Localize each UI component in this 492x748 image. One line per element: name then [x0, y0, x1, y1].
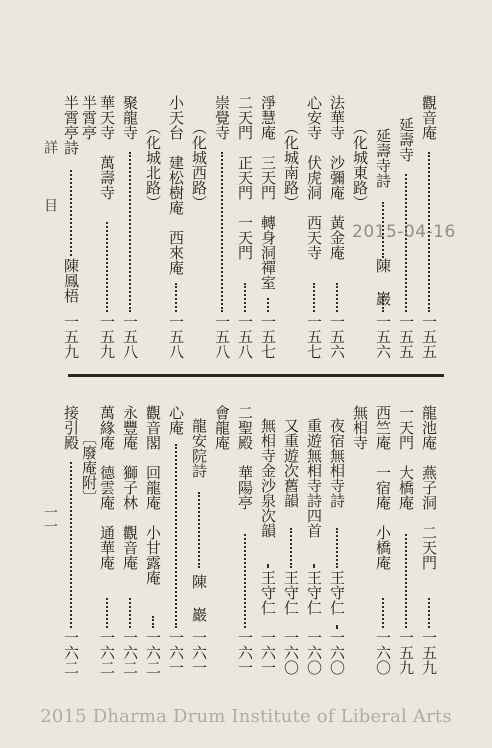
toc-entry-title: 夜宿無相寺詩: [328, 418, 346, 508]
leader-dots: [106, 222, 108, 312]
toc-section-heading: 〔廢庵附〕: [80, 430, 98, 505]
toc-entry-title: 二聖殿 華陽亭: [236, 405, 254, 510]
leader-dots: [313, 564, 315, 568]
toc-entry-page: 一五七: [259, 314, 277, 359]
toc-entry-title: 西竺庵 一宿庵 小橋庵: [374, 405, 392, 570]
toc-section-heading: （化城東路）: [351, 120, 369, 210]
toc-entry-author: 王守仁: [328, 570, 346, 615]
toc-entry-page: 一五五: [397, 314, 415, 359]
toc-entry-title: 重遊無相寺詩四首: [305, 418, 323, 538]
leader-dots: [336, 625, 338, 629]
toc-entry-title: 觀音庵: [420, 95, 438, 140]
toc-entry-page: 一五八: [236, 314, 254, 359]
toc-entry-page: 一六〇: [305, 630, 323, 675]
leader-dots: [313, 283, 315, 312]
leader-dots: [336, 283, 338, 312]
toc-entry-page: 一六一: [236, 630, 254, 675]
leader-dots: [290, 528, 292, 568]
toc-section-heading: （化城南路）: [282, 120, 300, 210]
section-label: 詳 目: [42, 140, 58, 226]
toc-entry-page: 一六二: [62, 630, 80, 675]
leader-dots: [175, 444, 177, 628]
toc-entry-page: 一六二: [144, 630, 162, 675]
toc-entry-title: 一天門 大橋庵: [397, 405, 415, 510]
leader-dots: [244, 283, 246, 312]
toc-entry-page: 一五六: [328, 314, 346, 359]
leader-dots: [267, 298, 269, 312]
toc-entry-page: 一六一: [190, 630, 208, 675]
toc-entry-author: 陳鳳梧: [62, 258, 80, 303]
toc-entry-title: 華天寺 萬壽寺: [98, 95, 116, 200]
toc-entry-title: 無相寺金沙泉次韻: [259, 418, 277, 538]
toc-entry-title: 永豐庵 獅子林 觀音庵: [121, 405, 139, 570]
toc-entry-title: 龍安院詩: [190, 418, 208, 478]
leader-dots: [152, 616, 154, 628]
toc-entry-page: 一六〇: [328, 630, 346, 675]
toc-entry-title: 龍池庵 燕子洞 二天門: [420, 405, 438, 570]
toc-entry-title: 半霄亭: [80, 95, 98, 140]
toc-entry-author: 陳 巖: [190, 574, 208, 622]
toc-entry-page: 一五九: [397, 630, 415, 675]
toc-entry-author: 王守仁: [305, 570, 323, 615]
toc-entry-page: 一五六: [374, 314, 392, 359]
toc-entry-title: 延壽寺: [397, 117, 415, 162]
toc-entry-page: 一五七: [305, 314, 323, 359]
toc-entry-page: 一六二: [121, 630, 139, 675]
toc-entry-title: 二天門 正天門 一天門: [236, 95, 254, 260]
scan-date-stamp: 2015-04-16: [352, 222, 456, 242]
toc-entry-page: 一六二: [98, 630, 116, 675]
toc-entry-page: 一五九: [420, 630, 438, 675]
leader-dots: [221, 152, 223, 312]
leader-dots: [106, 598, 108, 628]
watermark: 2015 Dharma Drum Institute of Liberal Arts: [40, 706, 452, 727]
toc-entry-title: 萬緣庵 德雲庵 通華庵: [98, 405, 116, 570]
toc-entry-title: 崇覺寺: [213, 95, 231, 140]
leader-dots: [70, 170, 72, 256]
toc-entry-title: 觀音閣 回龍庵 小甘露庵: [144, 405, 162, 585]
toc-entry-title: 聚龍寺: [121, 95, 139, 140]
leader-dots: [267, 564, 269, 568]
page-number: 一一: [42, 505, 58, 533]
toc-entry-page: 一五八: [167, 314, 185, 359]
leader-dots: [175, 283, 177, 312]
toc-entry-title: 心安寺 伏虎洞 西天寺: [305, 95, 323, 260]
toc-section-heading: （化城西路）: [190, 120, 208, 210]
toc-entry-page: 一五九: [98, 314, 116, 359]
toc-entry-author: 王守仁: [259, 570, 277, 615]
toc-entry-title: 又重遊次舊韻: [282, 418, 300, 508]
leader-dots: [382, 598, 384, 628]
leader-dots: [198, 492, 200, 568]
toc-entry-title: 心庵: [167, 405, 185, 435]
toc-entry-title: 無相寺: [351, 405, 369, 450]
toc-entry-title: 延壽寺詩: [374, 128, 392, 188]
toc-section-heading: （化城北路）: [144, 120, 162, 210]
leader-dots: [129, 152, 131, 312]
leader-dots: [70, 462, 72, 628]
leader-dots: [405, 174, 407, 312]
toc-entry-page: 一六一: [167, 630, 185, 675]
toc-entry-title: 法華寺 沙彌庵 黃金庵: [328, 95, 346, 260]
toc-entry-page: 一五八: [213, 314, 231, 359]
toc-entry-page: 一六〇: [374, 630, 392, 675]
toc-entry-page: 一五五: [420, 314, 438, 359]
leader-dots: [244, 534, 246, 628]
toc-entry-page: 一六〇: [282, 630, 300, 675]
leader-dots: [129, 598, 131, 628]
toc-entry-author: 王守仁: [282, 570, 300, 615]
toc-entry-title: 淨慧庵 三天門 轉身洞禪室: [259, 95, 277, 290]
section-divider: [68, 374, 444, 377]
toc-entry-title: 小天台 建松樹庵 西來庵: [167, 95, 185, 275]
toc-entry-title: 會龍庵: [213, 405, 231, 450]
leader-dots: [336, 528, 338, 568]
leader-dots: [428, 598, 430, 628]
leader-dots: [382, 296, 384, 312]
toc-entry-page: 一六一: [259, 630, 277, 675]
toc-entry-title: 半霄亭詩: [62, 95, 80, 155]
leader-dots: [405, 534, 407, 628]
toc-entry-page: 一五九: [62, 314, 80, 359]
toc-entry-title: 接引殿: [62, 405, 80, 450]
toc-entry-page: 一五八: [121, 314, 139, 359]
toc-entry-author: 陳 巖: [374, 258, 392, 306]
